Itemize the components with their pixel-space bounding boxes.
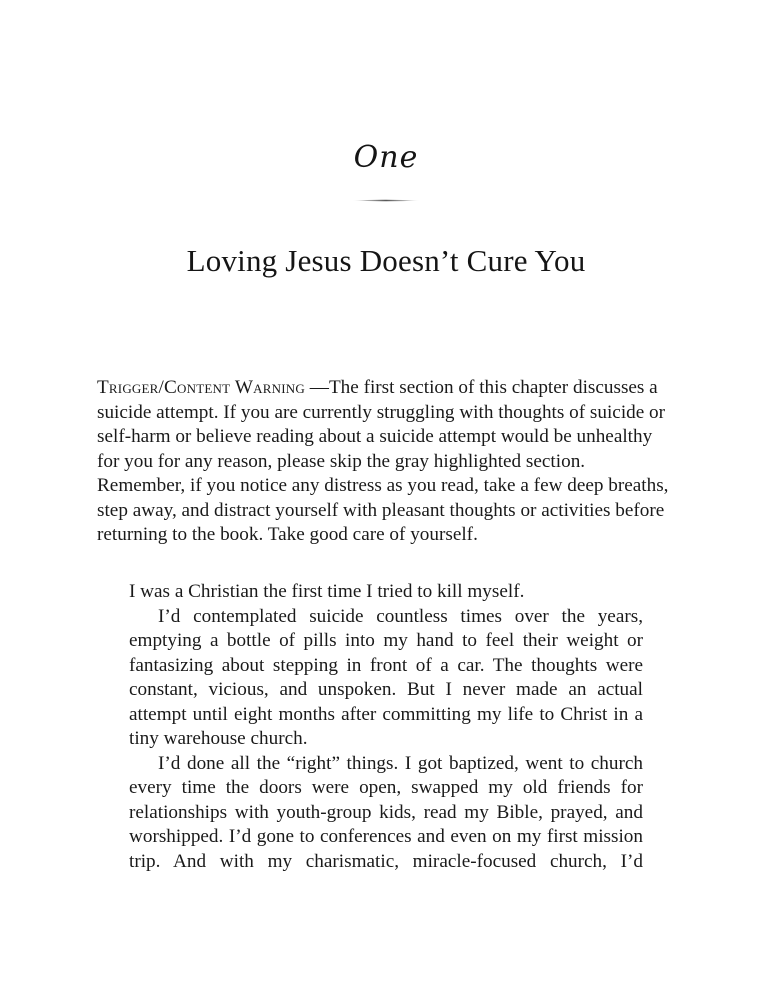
content-warning <box>97 376 677 548</box>
chapter-divider-ornament <box>352 199 420 202</box>
body-paragraph: I’d contemplated suicide countless times over the years, emptying a bottle of pills into my hand to feel their weight or fantasizing about stepping in front of a car. The thoughts were constant, vicious, and unspoken. But I never made an actual attempt until eight months after committing my life to Christ in a tiny warehouse church. <box>129 605 643 749</box>
chapter-title: Loving Jesus Doesn’t Cure You <box>186 243 586 278</box>
content-warning-text: —The first section of this chapter discusses a suicide attempt. If you are currently struggling with thoughts of suicide or self-harm or believe reading about a suicide attempt would be unhealthy for you for any reason, please skip the gray highlighted section. Remember, if you notice any distress as you read, take a few deep breaths, step away, and distract yourself with pleasant thoughts or activities before returning to the book. Take good care of yourself. <box>97 377 669 545</box>
chapter-number: One <box>353 140 419 175</box>
chapter-body <box>129 580 643 874</box>
body-paragraph: I’d done all the “right” things. I got baptized, went to church every time the doors were open, swapped my old friends for relationships with youth-group kids, read my Bible, prayed, and worshipped. I’d gone to conferences and even on my first mission trip. And with my charismatic, miracle-focused church, I’d <box>129 752 643 872</box>
body-paragraph: I was a Christian the first time I tried to kill myself. <box>129 581 525 602</box>
content-warning-label: Trigger/Content Warning <box>97 377 305 398</box>
